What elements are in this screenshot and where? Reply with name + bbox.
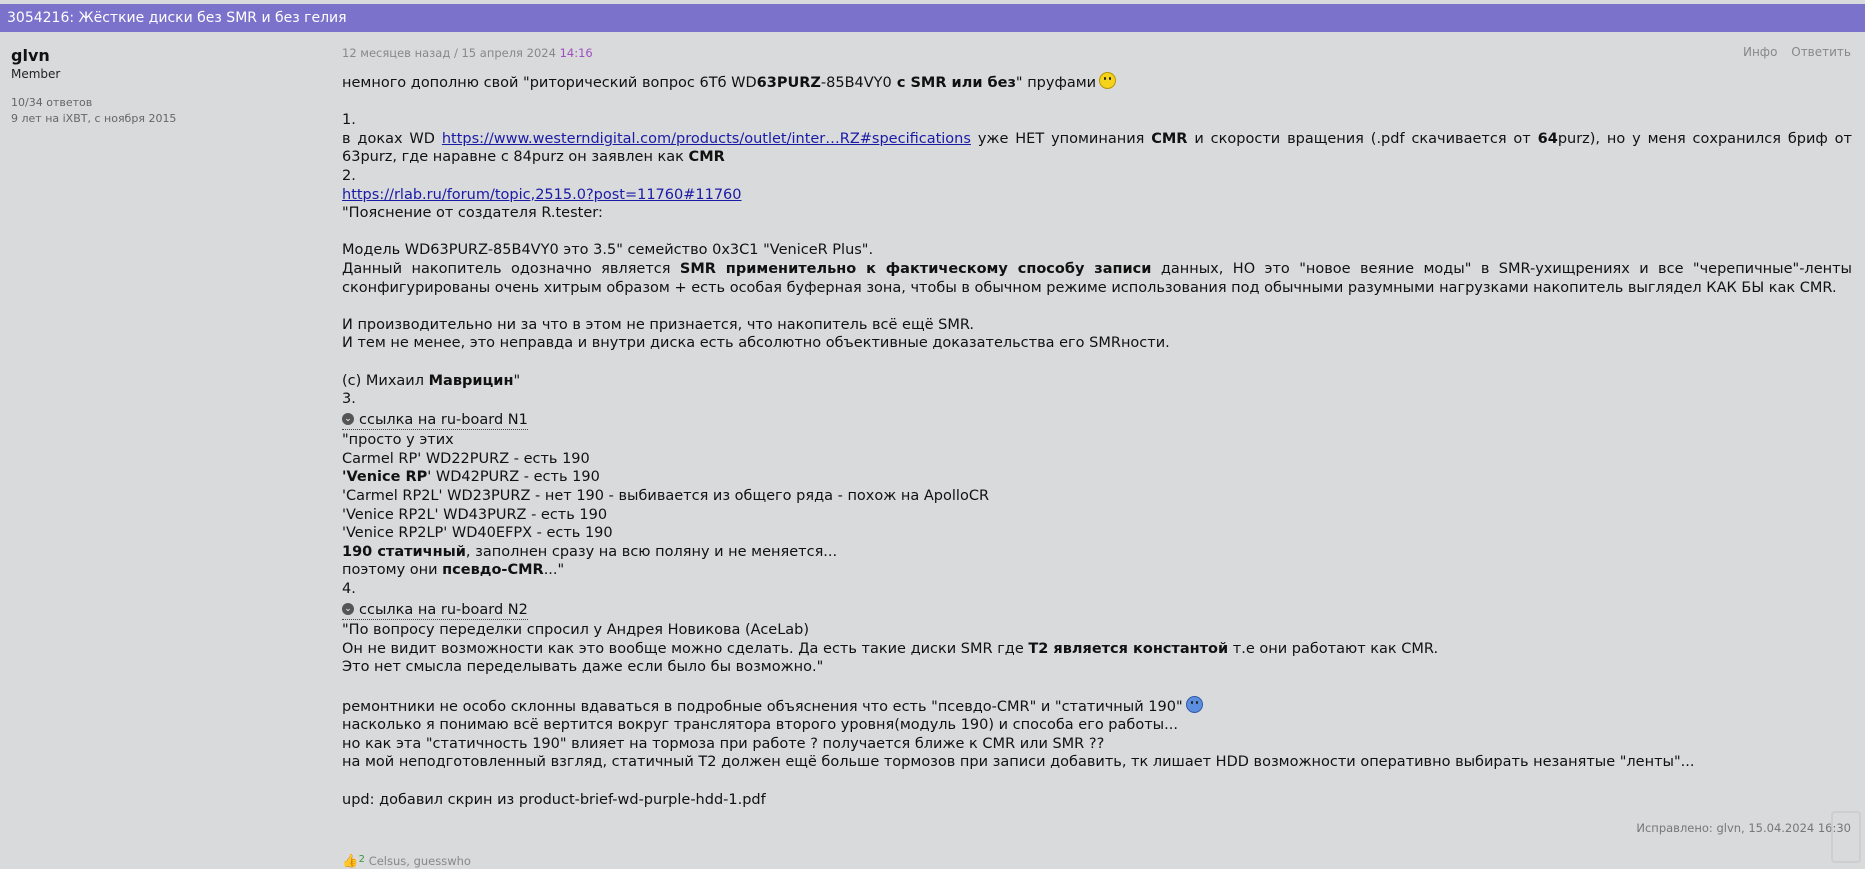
author-panel — [11, 46, 176, 127]
post-line: немного дополню свой "риторический вопрос 6Тб WD63PURZ-85B4VY0 с SMR или без" пруфами — [342, 72, 1852, 93]
post-time[interactable]: 14:16 — [559, 46, 593, 60]
post-line: в доках WD https://www.westerndigital.com/products/outlet/inter…RZ#specifications уже НЕТ упоминания CMR и скорости вращения (.pdf скачивается от 64purz), но у меня сохранился бриф от 63purz, где наравне с 84purz он заявлен как CMR — [342, 130, 1852, 166]
author-since: 9 лет на iXBT, с ноября 2015 — [11, 112, 177, 125]
scroll-top-button[interactable] — [1831, 811, 1861, 863]
spoiler-toggle-2[interactable]: ⌄ ссылка на ru-board N2 — [342, 601, 528, 621]
post-date: 12 месяцев назад / 15 апреля 2024 — [342, 46, 556, 60]
author-stats — [11, 95, 176, 127]
thread-title: 3054216: Жёсткие диски без SMR и без гелия — [0, 4, 1865, 32]
like-count: 2 — [358, 854, 366, 865]
like-users[interactable]: Celsus, guesswho — [368, 854, 471, 868]
author-name[interactable]: glvn — [11, 46, 50, 65]
spoiler-toggle-1[interactable]: ⌄ ссылка на ru-board N1 — [342, 411, 528, 431]
chevron-down-icon: ⌄ — [342, 413, 354, 425]
post-line: (c) Михаил Маврицин" — [342, 372, 521, 389]
wd-spec-link[interactable]: https://www.westerndigital.com/products/outlet/inter…RZ#specifications — [441, 130, 971, 147]
author-answers: 10/34 ответов — [11, 96, 93, 109]
author-role: Member — [11, 67, 61, 81]
info-button[interactable]: Инфо — [1742, 45, 1778, 59]
reply-button[interactable]: Ответить — [1791, 45, 1851, 59]
post-body: немного дополню свой "риторический вопрос 6Тб WD63PURZ-85B4VY0 с SMR или без" пруфами 1. в доках WD https://www.westerndigital.com/products/outlet/inter…RZ#specifications уже НЕТ упоминания CMR и скорости вращения (.pdf скачивается от 64purz), но у меня сохранился бриф от 63purz, где наравне с 84purz он заявлен как CMR 2. https://rlab.ru/forum/topic,2515.0?post=11760#11760 "Пояснение от создателя R.tester: Модель WD63PURZ-85B4VY0 это 3.5" семейство 0x3C1 "VeniceR Plus". Данный накопитель одозначно является SMR применительно к фактическому способу записи данных, НО это "новое веяние моды" в SMR-ухищрениях и все "черепичные"-ленты сконфигурированы очень хитрым образом + есть особая буферная зона, чтобы в обычном режиме использования под обычными разумными нагрузками накопитель выглядел КАК БЫ как CMR. И производительно ни за что в этом не признается, что накопитель всё ещё SMR. И тем не менее, это неправда и внутри диска есть абсолютно объективные доказательства его SMRности. (c) Михаил Маврицин" 3. ⌄ ссылка на ru-board N1 "просто у этих Carmel RP' WD22PURZ - есть 190 'Venice RP' WD42PURZ - есть 190 'Carmel RP2L' WD23PURZ - нет 190 - выбивается из общего ряда - похож на ApolloCR 'Venice RP2L' WD43PURZ - есть 190 'Venice RP2LP' WD40EFPX - есть 190 190 статичный, заполнен сразу на всю поляну и не меняется... поэтому они псевдо-CMR..." 4. ⌄ ссылка на ru-board N2 "По вопросу переделки спросил у Андрея Новикова (AceLab) Он не видит возможности как это вообще можно сделать. Да есть такие диски SMR где T2 является константой т.е они работают как CMR. Это нет смысла переделывать даже если было бы возможно." ремонтники не особо склонны вдаваться в подробные объяснения что есть "псевдо-CMR" и "статичный 190" насколько я понимаю всё вертится вокруг транслятора второго уровня(модуль 190) и способа его работы... но как эта "статичность 190" влияет на тормоза при работе ? получается ближе к CMR или SMR ?? на мой неподготовленный взгляд, статичный T2 должен ещё больше тормозов при записи добавить, тк лишает HDD возможности оперативно выбирать незанятые "ленты"... upd: добавил скрин из product-brief-wd-purple-hdd-1.pdf — [342, 72, 1852, 809]
smile-icon — [1099, 72, 1116, 89]
likes-bar — [342, 854, 471, 868]
post-actions — [1733, 45, 1851, 59]
post-meta — [342, 46, 593, 60]
edited-note: Исправлено: glvn, 15.04.2024 16:30 — [1636, 821, 1851, 835]
rlab-forum-link[interactable]: https://rlab.ru/forum/topic,2515.0?post=11760#11760 — [342, 186, 742, 203]
thumb-up-icon[interactable]: 👍 — [342, 854, 359, 869]
chevron-down-icon: ⌄ — [342, 603, 354, 615]
post-line: Данный накопитель одозначно является SMR применительно к фактическому способу записи данных, НО это "новое веяние моды" в SMR-ухищрениях и все "черепичные"-ленты сконфигурированы очень хитрым образом + есть особая буферная зона, чтобы в обычном режиме использования под обычными разумными нагрузками накопитель выглядел КАК БЫ как CMR. — [342, 260, 1852, 296]
sad-icon — [1186, 696, 1203, 713]
